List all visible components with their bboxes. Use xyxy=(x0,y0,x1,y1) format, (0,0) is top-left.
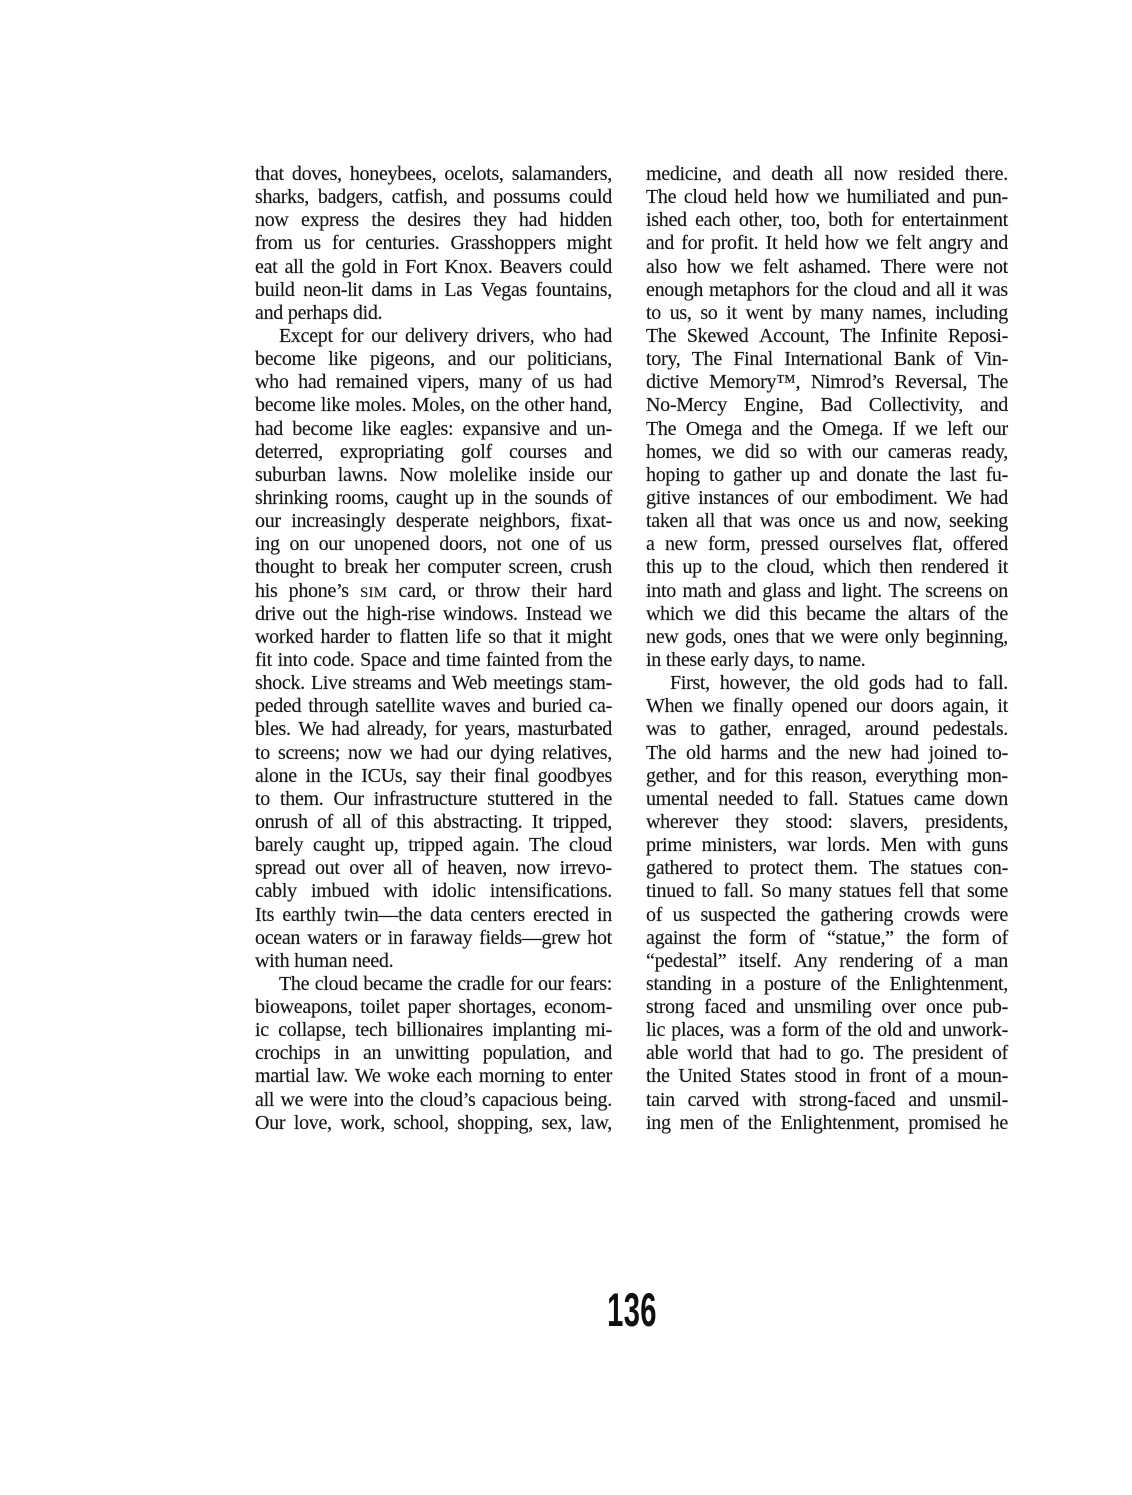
text-line: ing on our unopened doors, not one of us xyxy=(255,533,612,556)
text-line: which we did this became the altars of the xyxy=(646,602,1008,625)
text-line: taken all that was once us and now, seeking xyxy=(646,510,1008,533)
paragraph xyxy=(255,163,612,325)
text-line: onrush of all of this abstracting. It tripped, xyxy=(255,810,612,833)
text-line: tinued to fall. So many statues fell that some xyxy=(646,880,1008,903)
text-line: of us suspected the gathering crowds were xyxy=(646,903,1008,926)
text-line: who had remained vipers, many of us had xyxy=(255,371,612,394)
text-line: enough metaphors for the cloud and all it was xyxy=(646,278,1008,301)
text-line: wherever they stood: slavers, presidents, xyxy=(646,810,1008,833)
text-line: The Skewed Account, The Infinite Reposi- xyxy=(646,324,1008,347)
page-number xyxy=(255,1283,1008,1336)
text-line: umental needed to fall. Statues came down xyxy=(646,787,1008,810)
text-line: suburban lawns. Now molelike inside our xyxy=(255,463,612,486)
text-line: the United States stood in front of a moun- xyxy=(646,1065,1008,1088)
text-line: and perhaps did. xyxy=(255,301,383,324)
text-line: prime ministers, war lords. Men with guns xyxy=(646,834,1008,857)
column-left xyxy=(255,163,612,1135)
text-line: into math and glass and light. The screens on xyxy=(646,579,1008,602)
text-line: ocean waters or in faraway fields—grew hot xyxy=(255,926,612,949)
text-line: now express the desires they had hidden xyxy=(255,209,612,232)
text-line: cably imbued with idolic intensifications. xyxy=(255,880,612,903)
text-line: become like pigeons, and our politicians, xyxy=(255,348,612,371)
text-line: The cloud held how we humiliated and pun- xyxy=(646,186,1008,209)
text-line: bles. We had already, for years, masturbated xyxy=(255,718,612,741)
text-line: ic collapse, tech billionaires implanting mi- xyxy=(255,1019,612,1042)
text-line: all we were into the cloud’s capacious being. xyxy=(255,1088,612,1111)
text-line: alone in the ICUs, say their final goodbyes xyxy=(255,764,612,787)
text-line: in these early days, to name. xyxy=(646,648,866,671)
text-line: dictive Memory™, Nimrod’s Reversal, The xyxy=(646,371,1008,394)
text-line: First, however, the old gods had to fall. xyxy=(670,672,1008,695)
text-line: martial law. We woke each morning to enter xyxy=(255,1065,612,1088)
text-line: When we finally opened our doors again, it xyxy=(646,695,1008,718)
paragraph xyxy=(646,163,1008,672)
text-line: become like moles. Moles, on the other hand, xyxy=(255,394,612,417)
text-line: “pedestal” itself. Any rendering of a man xyxy=(646,949,1008,972)
text-line: thought to break her computer screen, crush xyxy=(255,556,612,579)
text-line: build neon-lit dams in Las Vegas fountains, xyxy=(255,278,612,301)
text-line: to us, so it went by many names, including xyxy=(646,301,1008,324)
text-line: ished each other, too, both for entertainment xyxy=(646,209,1008,232)
text-line: peded through satellite waves and buried ca- xyxy=(255,695,612,718)
text-line: strong faced and unsmiling over once pub- xyxy=(646,996,1008,1019)
text-line: medicine, and death all now resided there. xyxy=(646,163,1008,185)
text-line: tory, The Final International Bank of Vin- xyxy=(646,348,1008,371)
text-line: against the form of “statue,” the form of xyxy=(646,926,1008,949)
text-line: was to gather, enraged, around pedestals. xyxy=(646,718,1008,741)
paragraph xyxy=(255,325,612,973)
text-line: barely caught up, tripped again. The cloud xyxy=(255,834,612,857)
text-line: spread out over all of heaven, now irrevo- xyxy=(255,857,612,880)
text-line: shock. Live streams and Web meetings stam- xyxy=(255,672,612,695)
text-line: hoping to gather up and donate the last fu- xyxy=(646,463,1008,486)
text-line: that doves, honeybees, ocelots, salamanders, xyxy=(255,163,612,185)
text-line: worked harder to flatten life so that it might xyxy=(255,625,612,648)
paragraph xyxy=(646,672,1008,1135)
text-line: homes, we did so with our cameras ready, xyxy=(646,440,1008,463)
text-line: tain carved with strong-faced and unsmil- xyxy=(646,1088,1008,1111)
text-line: and for profit. It held how we felt angry and xyxy=(646,232,1008,255)
text-line: also how we felt ashamed. There were not xyxy=(646,255,1008,278)
text-line: eat all the gold in Fort Knox. Beavers could xyxy=(255,255,612,278)
small-caps-text: SIM xyxy=(359,584,388,601)
paragraph xyxy=(255,973,612,1135)
text-line: bioweapons, toilet paper shortages, econom- xyxy=(255,996,612,1019)
page-number-value: 136 xyxy=(606,1283,657,1336)
text-line: had become like eagles: expansive and un- xyxy=(255,417,612,440)
text-line: crochips in an unwitting population, and xyxy=(255,1042,612,1065)
text-line: lic places, was a form of the old and unwork- xyxy=(646,1019,1008,1042)
text-line: gathered to protect them. The statues con- xyxy=(646,857,1008,880)
text-line: The cloud became the cradle for our fears: xyxy=(279,972,612,995)
text-line: to screens; now we had our dying relatives, xyxy=(255,741,612,764)
text-line: this up to the cloud, which then rendered it xyxy=(646,556,1008,579)
text-line: Except for our delivery drivers, who had xyxy=(279,324,612,347)
text-line: deterred, expropriating golf courses and xyxy=(255,440,612,463)
text-line: standing in a posture of the Enlightenment, xyxy=(646,972,1008,995)
text-line: new gods, ones that we were only beginning, xyxy=(646,625,1008,648)
text-line: The old harms and the new had joined to- xyxy=(646,741,1008,764)
text-line: from us for centuries. Grasshoppers might xyxy=(255,232,612,255)
text-line: our increasingly desperate neighbors, fixat- xyxy=(255,510,612,533)
text-line: with human need. xyxy=(255,949,394,972)
text-line: sharks, badgers, catfish, and possums could xyxy=(255,186,612,209)
text-line: gitive instances of our embodiment. We had xyxy=(646,486,1008,509)
text-line: gether, and for this reason, everything mon- xyxy=(646,764,1008,787)
text-line: shrinking rooms, caught up in the sounds of xyxy=(255,486,612,509)
text-line: a new form, pressed ourselves flat, offered xyxy=(646,533,1008,556)
text-line: to them. Our infrastructure stuttered in the xyxy=(255,787,612,810)
text-line: ing men of the Enlightenment, promised he xyxy=(646,1111,1008,1134)
text-line: Our love, work, school, shopping, sex, law, xyxy=(255,1111,612,1134)
text-line: Its earthly twin—the data centers erected in xyxy=(255,903,612,926)
text-line: his phone’s SIM card, or throw their hard xyxy=(255,579,612,602)
text-line: fit into code. Space and time fainted from the xyxy=(255,648,612,671)
text-line: The Omega and the Omega. If we left our xyxy=(646,417,1008,440)
text-line: drive out the high-rise windows. Instead we xyxy=(255,602,612,625)
text-line: No-Mercy Engine, Bad Collectivity, and xyxy=(646,394,1008,417)
text-line: able world that had to go. The president of xyxy=(646,1042,1008,1065)
column-right xyxy=(646,163,1008,1135)
